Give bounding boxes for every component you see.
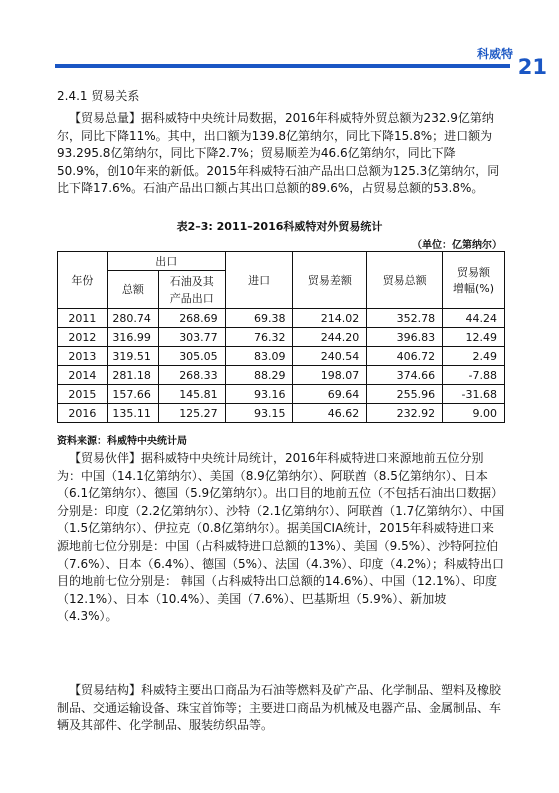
- col-header-import: 进口: [225, 252, 293, 309]
- col-header-growth-line2: 增幅(%): [453, 282, 495, 295]
- cell-trade-total: 406.72: [367, 347, 443, 366]
- cell-import: 93.15: [225, 404, 293, 423]
- cell-import: 83.09: [225, 347, 293, 366]
- cell-export-oil: 268.33: [158, 366, 225, 385]
- paragraph-trade-volume: [57, 110, 505, 198]
- cell-import: 69.38: [225, 309, 293, 328]
- paragraph-trade-structure: [57, 682, 505, 735]
- cell-growth: 9.00: [443, 404, 505, 423]
- col-header-export-oil-line1: 石油及其: [169, 274, 214, 288]
- cell-growth: 12.49: [443, 328, 505, 347]
- cell-balance: 198.07: [293, 366, 367, 385]
- table-row: [58, 385, 505, 404]
- paragraph-text: 据科威特中央统计局数据，2016年科威特外贸总额为232.9亿第纳尔，同比下降11%。其中，出口额为139.8亿第纳尔，同比下降15.8%；进口额为93.295.8亿第纳尔，同比下降2.7%；贸易顺差为46.6亿第纳尔，同比下降50.9%，创10年来的新低。2015年科威特石油产品出口总额为125.3亿第纳尔，同比下降17.6%。石油产品出口额占其出口总额的89.6%，占贸易总额的53.8%。: [57, 111, 500, 196]
- paragraph-text: 科威特主要出口商品为石油等燃料及矿产品、化学制品、塑料及橡胶制品、交通运输设备、珠宝首饰等；主要进口商品为机械及电器产品、金属制品、车辆及其部件、化学制品、服装纺织品等。: [57, 683, 502, 733]
- header-rule: [55, 64, 510, 68]
- header-country: 科威特: [476, 47, 513, 61]
- cell-export-oil: 145.81: [158, 385, 225, 404]
- cell-export-total: 281.18: [107, 366, 158, 385]
- trade-table: [57, 251, 505, 423]
- table-row: [58, 347, 505, 366]
- cell-export-total: 135.11: [107, 404, 158, 423]
- cell-import: 76.32: [225, 328, 293, 347]
- cell-balance: 46.62: [293, 404, 367, 423]
- cell-growth: -7.88: [443, 366, 505, 385]
- col-header-trade-total: 贸易总额: [367, 252, 443, 309]
- table-caption: 表2–3: 2011–2016科威特对外贸易统计: [176, 220, 383, 233]
- paragraph-lead: 【贸易结构】: [69, 683, 142, 697]
- paragraph-text: 据科威特中央统计局统计，2016年科威特进口来源地前五位分别为：中国（14.1亿第纳尔）、美国（8.9亿第纳尔）、阿联酋（8.5亿第纳尔）、日本（6.1亿第纳尔）、德国（5.9亿第纳尔）。出口目的地前五位（不包括石油出口数据）分别是：印度（2.2亿第纳尔）、沙特（2.1亿第纳尔）、阿联酋（1.7亿第纳尔）、中国（1.5亿第纳尔）、伊拉克（0.8亿第纳尔）。据美国CIA统计，2015年科威特进口来源地前七位分别是：中国（占科威特进口总额的13%）、美国（9.5%）、沙特阿拉伯（7.6%）、日本（6.4%）、德国（5%）、法国（4.3%）、印度（4.2%）；科威特出口目的地前七位分别是： 韩国（占科威特出口总额的14.6%）、中国（12.1%）、印度（12.1%）、日本（10.4%）、美国（7.6%）、巴基斯坦（5.9%）、新加坡（4.3%）。: [57, 451, 505, 624]
- cell-year: 2016: [58, 404, 108, 423]
- table-source: 资料来源：科威特中央统计局: [57, 436, 187, 447]
- cell-import: 93.16: [225, 385, 293, 404]
- table-row: [58, 328, 505, 347]
- cell-year: 2013: [58, 347, 108, 366]
- cell-year: 2012: [58, 328, 108, 347]
- col-header-year: 年份: [58, 252, 108, 309]
- cell-growth: -31.68: [443, 385, 505, 404]
- cell-year: 2014: [58, 366, 108, 385]
- cell-trade-total: 396.83: [367, 328, 443, 347]
- paragraph-lead: 【贸易伙伴】: [69, 451, 142, 465]
- col-header-growth-line1: 贸易额: [457, 266, 491, 279]
- section-title: 2.4.1 贸易关系: [57, 89, 140, 103]
- cell-export-oil: 303.77: [158, 328, 225, 347]
- table-row: [58, 309, 505, 328]
- cell-import: 88.29: [225, 366, 293, 385]
- cell-trade-total: 255.96: [367, 385, 443, 404]
- table-row: [58, 366, 505, 385]
- table-row: [58, 404, 505, 423]
- table-unit: （单位：亿第纳尔）: [412, 240, 502, 251]
- col-header-export-oil: [158, 271, 225, 309]
- cell-balance: 240.54: [293, 347, 367, 366]
- cell-trade-total: 352.78: [367, 309, 443, 328]
- col-header-export-oil-line2: 产品出口: [169, 291, 214, 305]
- paragraph-lead: 【贸易总量】: [69, 111, 142, 125]
- cell-year: 2011: [58, 309, 108, 328]
- col-header-export-total: 总额: [107, 271, 158, 309]
- col-header-growth: [443, 252, 505, 309]
- page-number: 21: [517, 55, 547, 79]
- cell-export-oil: 305.05: [158, 347, 225, 366]
- cell-trade-total: 232.92: [367, 404, 443, 423]
- paragraph-trade-partners: [57, 450, 505, 626]
- col-header-balance: 贸易差额: [293, 252, 367, 309]
- cell-export-total: 280.74: [107, 309, 158, 328]
- cell-growth: 44.24: [443, 309, 505, 328]
- cell-year: 2015: [58, 385, 108, 404]
- cell-balance: 69.64: [293, 385, 367, 404]
- cell-growth: 2.49: [443, 347, 505, 366]
- cell-export-oil: 125.27: [158, 404, 225, 423]
- col-header-export: 出口: [107, 252, 225, 271]
- cell-export-oil: 268.69: [158, 309, 225, 328]
- cell-export-total: 319.51: [107, 347, 158, 366]
- cell-export-total: 157.66: [107, 385, 158, 404]
- cell-balance: 214.02: [293, 309, 367, 328]
- cell-balance: 244.20: [293, 328, 367, 347]
- cell-trade-total: 374.66: [367, 366, 443, 385]
- cell-export-total: 316.99: [107, 328, 158, 347]
